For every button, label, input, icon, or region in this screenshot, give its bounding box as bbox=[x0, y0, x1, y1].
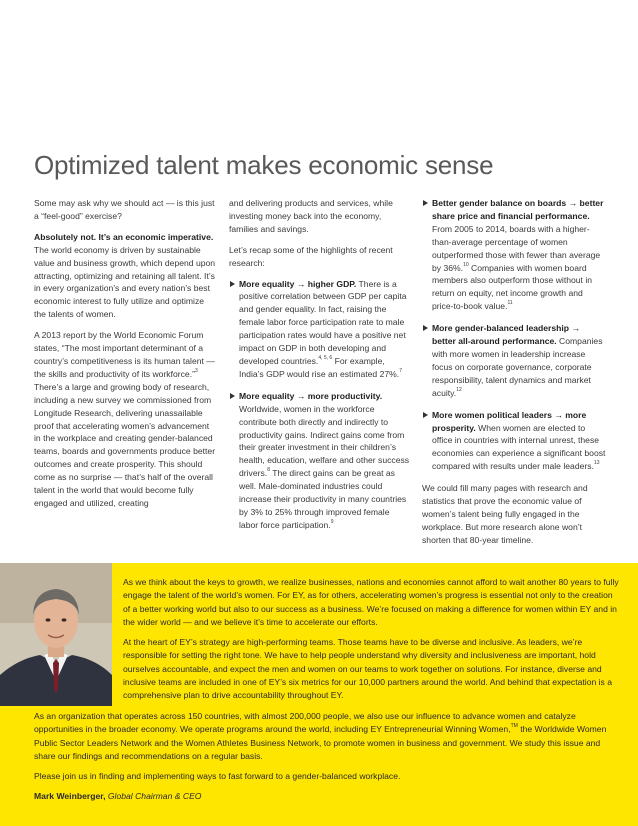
paragraph: Let’s recap some of the highlights of recent research: bbox=[229, 244, 393, 268]
bold-lead: Better gender balance on boards → better share price and financial performance. bbox=[432, 198, 604, 221]
bold-lead: More women political leaders → more prosperity. bbox=[432, 409, 587, 433]
item-text: When women are elected to office in countries with internal unrest, these economies can experience a significant boost compared with results under male leaders. bbox=[432, 422, 606, 472]
page-title: Optimized talent makes economic sense bbox=[34, 150, 494, 180]
bold-lead: More equality → higher GDP. bbox=[239, 278, 357, 289]
paragraph-text: The world economy is driven by sustainable value and business growth, which depend upon attracting, optimizing and retaining all talent. It’s in every organization’s and every nation’s best economic interest to fully utilize and optimize the talents of women. bbox=[34, 244, 216, 320]
item-text: Worldwide, women in the workforce contribute both directly and indirectly to productivity gains. Indirect gains come from their greater investment in their children’s health, education, welfare and other success drivers. bbox=[239, 403, 410, 479]
paragraph-text: As an organization that operates across 150 countries, with almost 200,000 people, we also use our influence to advance women and catalyze opportunities in the broader economy. We operate programs around the world, including EY Entrepreneurial Winning Women, bbox=[34, 711, 576, 735]
footnote-ref: 3 bbox=[194, 367, 198, 374]
column-2 bbox=[229, 197, 410, 541]
list-item bbox=[422, 197, 606, 313]
footnote-ref: 13 bbox=[593, 460, 600, 467]
highlights-list bbox=[229, 278, 410, 532]
bold-lead: More equality → more productivity. bbox=[239, 390, 383, 401]
footnote-ref: 10 bbox=[463, 261, 469, 268]
bold-lead: More gender-balanced leadership → better all-around performance. bbox=[432, 323, 581, 347]
highlights-list-continued bbox=[422, 197, 606, 473]
footnote-ref: 11 bbox=[507, 300, 513, 307]
ceo-portrait bbox=[0, 563, 112, 706]
item-text: From 2005 to 2014, boards with a higher-than-average percentage of women outperformed those with fewer than average by 36%. bbox=[432, 223, 601, 273]
paragraph: As we think about the keys to growth, we realize businesses, nations and economies cannot afford to wait another 80 years to fully engage the talent of the world’s women. For EY, as for others, accelerating women’s progress is essential not only to the creation of a better working world but also to our success as a business. We’re focused on making a difference for women within EY and in the wider world — and we believe it’s time to accelerate our efforts. bbox=[123, 577, 619, 627]
paragraph: At the heart of EY’s strategy are high-performing teams. Those teams have to be diverse and inclusive. As leaders, we’re responsible for setting the right tone. We have to help people understand why diversity and inclusiveness are important, hold ourselves accountable, and expect the men and women on our teams to work together on solutions. For instance, diverse and inclusive teams are included in one of EY’s six metrics for our 10,000 partners around the world. And behind that expectation is a comprehensive plan to drive accountability throughout EY. bbox=[123, 637, 613, 701]
list-item bbox=[422, 322, 606, 399]
paragraph: We could fill many pages with research and statistics that prove the economic value of women’s talent being fully engaged in the workplace. But more research alone won’t shorten that 80-year timeline. bbox=[422, 483, 588, 545]
trademark-mark: TM bbox=[510, 723, 518, 730]
paragraph: Please join us in finding and implementing ways to fast forward to a gender-balanced workplace. bbox=[34, 771, 401, 782]
item-text: Companies with women board members also outperform those without in return on equity, net income growth and price-to-book value. bbox=[432, 262, 593, 312]
footnote-ref: 4, 5, 6 bbox=[318, 354, 333, 361]
footnote-ref: 12 bbox=[456, 386, 462, 393]
item-text: For example, India’s GDP would rise an estimated 27%. bbox=[239, 355, 400, 379]
column-3 bbox=[422, 197, 606, 555]
signatory-role: Global Chairman & CEO bbox=[107, 791, 202, 802]
paragraph-text: the Worldwide Women Public Sector Leaders Network and the Women Athletes Business Network, to promote women in business and government. We study this issue and share our findings and recommendations on a regular basis. bbox=[34, 724, 607, 761]
signature-line bbox=[34, 790, 612, 803]
paragraph: and delivering products and services, while investing money back into the economy, families and savings. bbox=[229, 198, 393, 234]
bold-lead: Absolutely not. It’s an economic imperative. bbox=[34, 231, 214, 242]
paragraph: Some may ask why we should act — is this just a “feel-good” exercise? bbox=[34, 198, 215, 221]
paragraph-text: A 2013 report by the World Economic Forum states, “The most important determinant of a country’s competitiveness is its human talent — the skills and productivity of its workforce.” bbox=[34, 330, 215, 379]
item-text: There is a positive correlation between GDP per capita and gender equality. In fact, raising the female labor force participation rate to male participation rates would have a positive net impact on GDP in both developing and developed countries. bbox=[239, 278, 407, 366]
item-text: The direct gains can be great as well. Male-dominated industries could increase their productivity in many countries by 3% to 25% through improved female labor force participation. bbox=[239, 468, 407, 530]
column-1 bbox=[34, 197, 217, 518]
footnote-ref: 7 bbox=[399, 367, 402, 374]
list-item bbox=[229, 390, 410, 532]
list-item bbox=[422, 409, 606, 474]
portrait-image bbox=[0, 563, 112, 706]
signatory-name: Mark Weinberger, bbox=[34, 791, 106, 802]
list-item bbox=[229, 278, 410, 381]
paragraph bbox=[34, 231, 217, 321]
ceo-message-top bbox=[123, 576, 619, 710]
paragraph bbox=[34, 710, 612, 763]
footnote-ref: 9 bbox=[330, 518, 334, 525]
item-text: Companies with more women in leadership increase focus on corporate governance, corporate responsibility, talent dynamics and market acuity. bbox=[432, 336, 603, 398]
paragraph-text: There’s a large and growing body of research, including a new survey we commissioned from Longitude Research, delivering unassailable proof that accelerating women’s advancement in the workplace and creating gender-balanced teams, boards and governments produce better outcomes and create prosperity. This should come as no surprise — that’s half of the overall talent in the world that would become fully engaged and utilized, creating bbox=[34, 381, 216, 508]
footnote-ref: 8 bbox=[267, 467, 270, 474]
ceo-message-bottom bbox=[34, 710, 612, 811]
paragraph bbox=[34, 329, 217, 510]
